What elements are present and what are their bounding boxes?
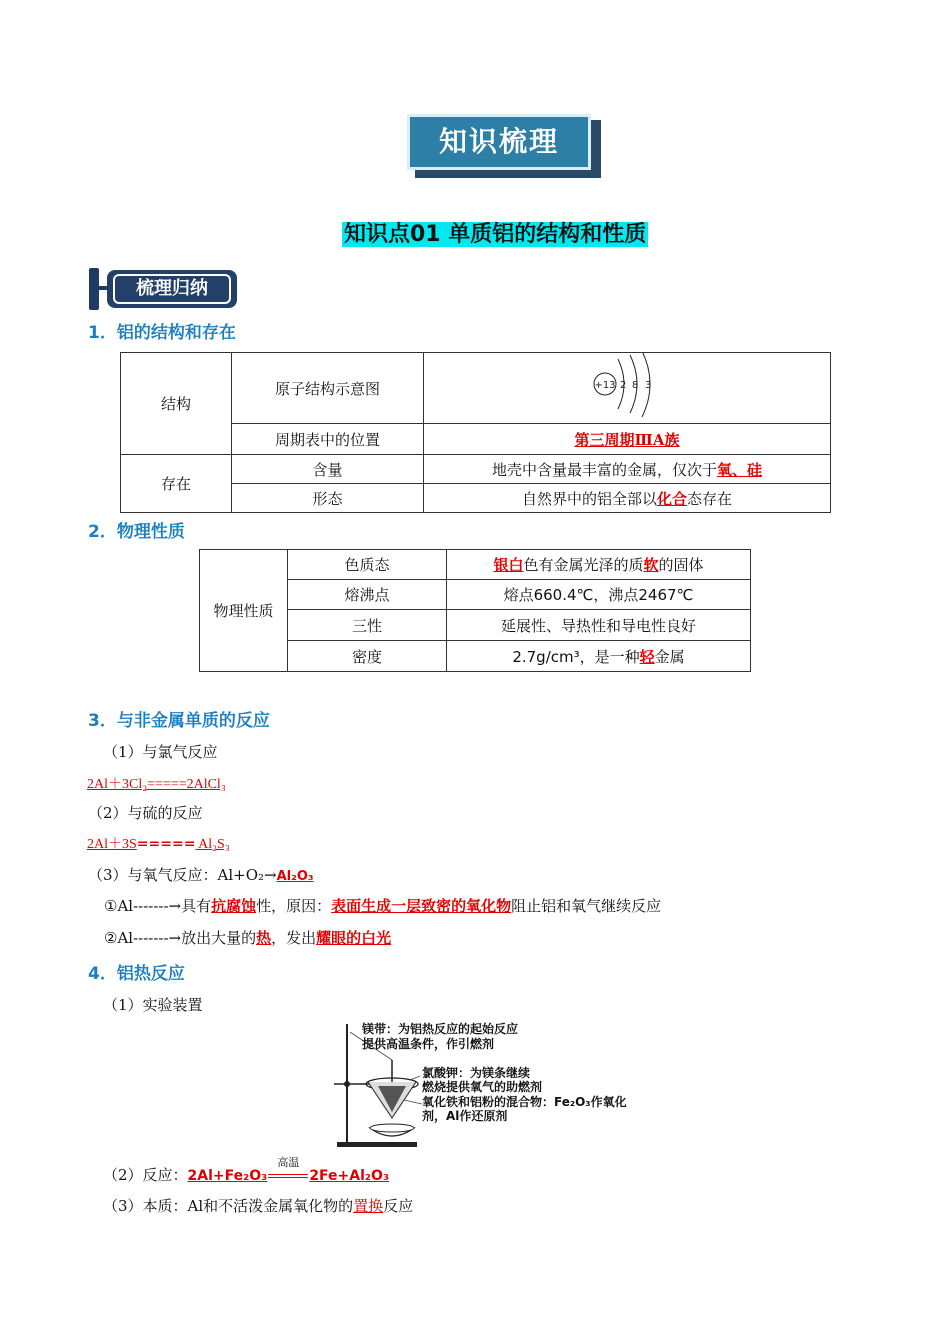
- thermite-apparatus-figure: [332, 1020, 632, 1150]
- essence-line: （3）本质：Al和不活泼金属氧化物的置换反应: [103, 1197, 414, 1215]
- cell-form-label: 形态: [232, 484, 424, 513]
- cell-three-props-label: 三性: [288, 610, 447, 641]
- cell-period-label: 周期表中的位置: [232, 424, 424, 455]
- section-2-heading: 2．物理性质: [88, 522, 185, 542]
- cell-melting-value: 熔点660.4℃，沸点2467℃: [447, 580, 751, 610]
- svg-text:3: 3: [645, 380, 652, 391]
- cell-color-label: 色质态: [288, 550, 447, 580]
- cell-atom-diagram-label: 原子结构示意图: [232, 353, 424, 424]
- cell-period-value: 第三周期ⅢA族: [424, 424, 831, 455]
- cell-density-label: 密度: [288, 641, 447, 672]
- cell-three-props-value: 延展性、导热性和导电性良好: [447, 610, 751, 641]
- tag-label: 梳理归纳: [113, 274, 231, 304]
- cell-content-label: 含量: [232, 455, 424, 484]
- cell-density-value: 2.7g/cm³，是一种轻金属: [447, 641, 751, 672]
- svg-text:8: 8: [632, 380, 639, 391]
- sulfur-reaction-label: （2）与硫的反应: [88, 804, 203, 822]
- kp-title-text: 知识点01 单质铝的结构和性质: [344, 222, 647, 247]
- tag-bar: [89, 268, 99, 310]
- apparatus-label: （1）实验装置: [103, 996, 203, 1014]
- sulfur-equation: 2Al＋3S===== Al₂S₃: [87, 836, 230, 852]
- cell-atom-diagram: [424, 353, 831, 424]
- reaction-condition: 高温: [267, 1166, 309, 1184]
- fig-label-magnesium: 镁带：为铝热反应的起始反应 提供高温条件，作引燃剂: [362, 1022, 519, 1051]
- structure-table: [120, 352, 831, 513]
- chlorine-equation: 2Al＋3Cl₂=====2AlCl₃: [87, 777, 226, 792]
- section-3-heading: 3．与非金属单质的反应: [88, 711, 270, 731]
- cell-melting-label: 熔沸点: [288, 580, 447, 610]
- fig-label-kclo3: 氯酸钾：为镁条继续 燃烧提供氧气的助燃剂: [422, 1066, 543, 1094]
- chlorine-reaction-label: （1）与氯气反应: [103, 743, 218, 761]
- section-4-heading: 4．铝热反应: [88, 964, 185, 984]
- cell-form-value: 自然界中的铝全部以化合态存在: [424, 484, 831, 513]
- cell-color-value: 银白色有金属光泽的质软的固体: [447, 550, 751, 580]
- cell-structure: 结构: [121, 353, 232, 455]
- summary-tag: [89, 268, 239, 310]
- fig-label-mixture: 氧化铁和铝粉的混合物：Fe₂O₃作氧化 剂，Al作还原剂: [422, 1095, 627, 1123]
- thermite-reaction-line: （2）反应：2Al+Fe₂O₃ 高温 2Fe+Al₂O₃: [103, 1156, 390, 1184]
- oxygen-reaction-line: （3）与氧气反应：Al+O₂→Al₂O₃: [88, 866, 314, 884]
- cell-content-value: 地壳中含量最丰富的金属，仅次于氧、硅: [424, 455, 831, 484]
- cell-existence: 存在: [121, 455, 232, 513]
- section-1-heading: 1．铝的结构和存在: [88, 323, 236, 343]
- svg-text:2: 2: [620, 380, 627, 391]
- anticorrosion-line: ①Al-------→具有抗腐蚀性，原因：表面生成一层致密的氧化物阻止铝和氧气继续反应: [104, 897, 662, 915]
- cell-physical-properties: 物理性质: [200, 550, 288, 672]
- section-banner: [407, 114, 597, 176]
- knowledge-point-title: [342, 219, 648, 251]
- atom-structure-diagram: [592, 353, 662, 419]
- banner-title: 知识梳理: [407, 114, 591, 170]
- svg-text:+13: +13: [594, 380, 616, 391]
- physical-properties-table: [199, 549, 751, 672]
- heat-light-line: ②Al-------→放出大量的热，发出耀眼的白光: [104, 929, 392, 947]
